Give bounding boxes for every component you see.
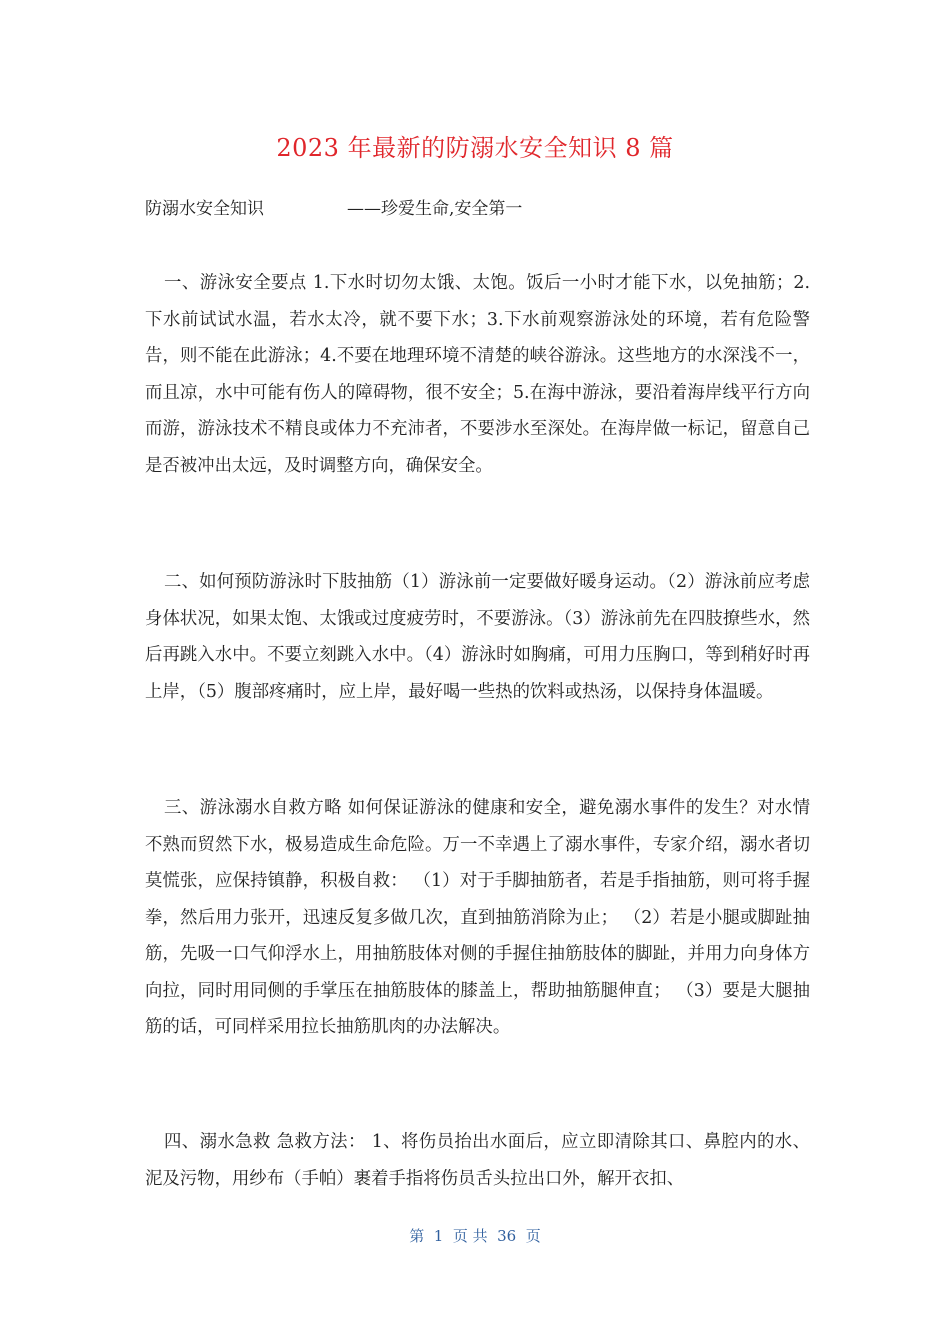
page-number-footer: 第 1 页 共 36 页	[409, 1227, 541, 1245]
paragraph-first-aid: 四、溺水急救 急救方法： 1、将伤员抬出水面后，应立即清除其口、鼻腔内的水、泥及污物，用纱布（手帕）裹着手指将伤员舌头拉出口外，解开衣扣、	[145, 1132, 810, 1189]
paragraph-swimming-safety: 一、游泳安全要点 1.下水时切勿太饿、太饱。饭后一小时才能下水，以免抽筋；2.下水前试试水温，若水太冷，就不要下水；3.下水前观察游泳处的环境，若有危险警告，则不能在此游泳；4.不要在地理环境不清楚的峡谷游泳。这些地方的水深浅不一，而且凉，水中可能有伤人的障碍物，很不安全；5.在海中游泳，要沿着海岸线平行方向而游，游泳技术不精良或体力不充沛者，不要涉水至深处。在海岸做一标记，留意自己是否被冲出太远，及时调整方向，确保安全。	[145, 273, 810, 476]
subtitle-slogan: ——珍爱生命,安全第一	[347, 199, 523, 219]
document-subtitle	[145, 196, 522, 222]
paragraph-self-rescue: 三、游泳溺水自救方略 如何保证游泳的健康和安全，避免溺水事件的发生？对水情不熟而贸然下水，极易造成生命危险。万一不幸遇上了溺水事件，专家介绍，溺水者切莫慌张，应保持镇静，积极自救： （1）对于手脚抽筋者，若是手指抽筋，则可将手握拳，然后用力张开，迅速反复多做几次，直到抽筋消除为止； （2）若是小腿或脚趾抽筋，先吸一口气仰浮水上，用抽筋肢体对侧的手握住抽筋肢体的脚趾，并用力向身体方向拉，同时用同侧的手掌压在抽筋肢体的膝盖上，帮助抽筋腿伸直； （3）要是大腿抽筋的话，可同样采用拉长抽筋肌肉的办法解决。	[145, 798, 810, 1037]
document-title: 2023 年最新的防溺水安全知识 8 篇	[276, 134, 674, 162]
subtitle-topic: 防溺水安全知识	[145, 199, 264, 219]
paragraph-cramp-prevention: 二、如何预防游泳时下肢抽筋（1）游泳前一定要做好暖身运动。（2）游泳前应考虑身体状况，如果太饱、太饿或过度疲劳时，不要游泳。（3）游泳前先在四肢撩些水，然后再跳入水中。不要立刻跳入水中。（4）游泳时如胸痛，可用力压胸口，等到稍好时再上岸，（5）腹部疼痛时，应上岸，最好喝一些热的饮料或热汤，以保持身体温暖。	[145, 572, 810, 702]
